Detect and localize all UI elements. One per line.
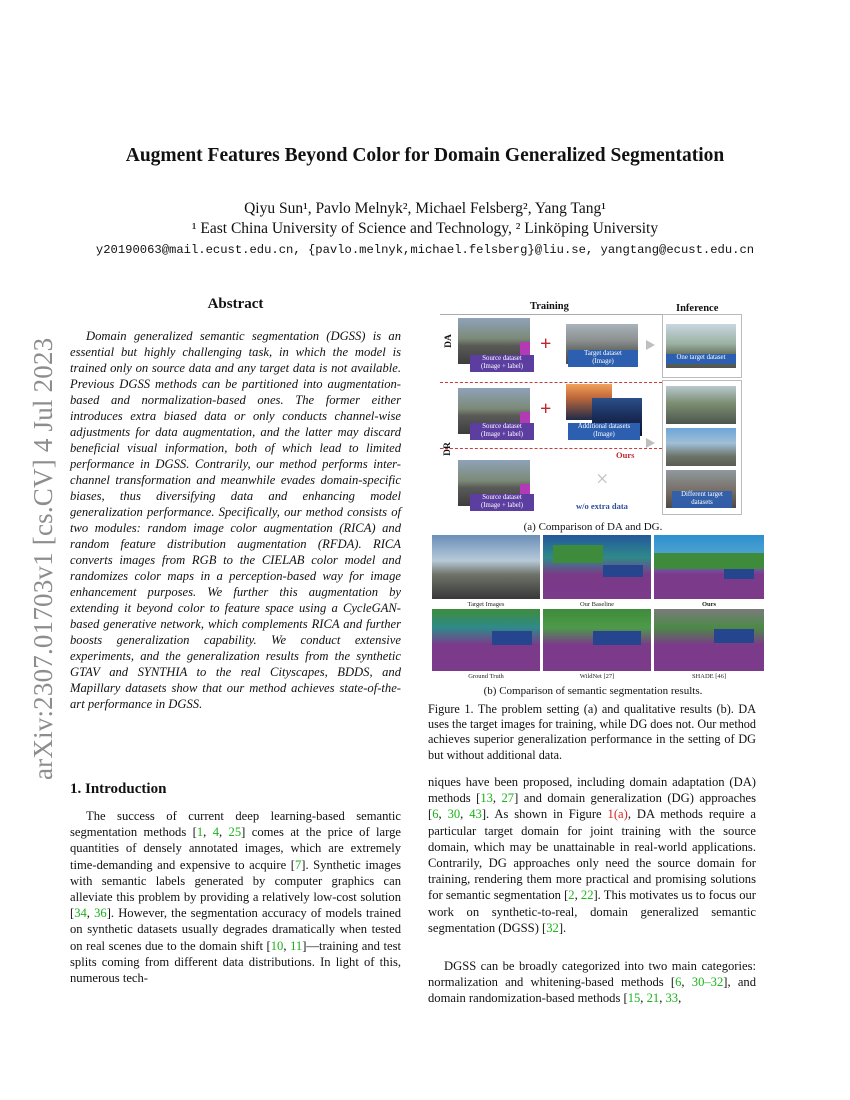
target-label-da-line2: (Image) xyxy=(592,358,614,365)
text-run: , xyxy=(203,825,213,840)
text-run: ]. Synthetic images with semantic labels generated by computer graphics can alleviate this problem by providing a relatively low-cost solution [ xyxy=(70,857,401,921)
plus-icon-dr: + xyxy=(540,398,552,420)
panel-label-wildnet: WildNet [27] xyxy=(579,673,615,680)
citation-link[interactable]: 15 xyxy=(627,991,641,1006)
different-target-label xyxy=(672,491,732,508)
citation-link[interactable]: 1 xyxy=(196,825,204,840)
source-label-da-line2: (Image + label) xyxy=(481,363,523,370)
panel-label-shade: SHADE [46] xyxy=(691,673,727,680)
source-label-dr2-line2: (Image + label) xyxy=(481,502,523,509)
text-run: , xyxy=(492,791,502,806)
baseline-panel xyxy=(543,535,651,599)
abstract-heading: Abstract xyxy=(207,296,264,312)
intro-heading: 1. Introduction xyxy=(70,781,167,797)
target-label-da xyxy=(568,350,638,367)
figure-1b xyxy=(430,533,766,703)
intro-paragraph-1 xyxy=(70,808,401,986)
text-run: , xyxy=(681,975,692,990)
text-run: ]—training and test splits coming from different data distributions. In light of this, numerous tech- xyxy=(70,938,402,986)
text-run: ] and domain generalization (DG) approaches [ xyxy=(428,791,756,822)
da-label: DA xyxy=(443,334,454,348)
citation-link[interactable]: 13 xyxy=(480,791,493,806)
text-run: DGSS can be broadly categorized into two main categories: normalization and whitening-based methods [ xyxy=(428,959,756,990)
author-emails: y20190063@mail.ecust.edu.cn, {pavlo.melnyk,michael.felsberg}@liu.se, yangtang@ecust.edu.cn xyxy=(95,243,755,257)
text-run: The success of current deep learning-based semantic segmentation methods [ xyxy=(70,809,401,840)
source-label-dr2 xyxy=(470,494,534,511)
arxiv-stamp xyxy=(22,310,62,780)
target-image-panel xyxy=(432,535,540,599)
cross-icon: × xyxy=(596,466,609,491)
ours-label: Ours xyxy=(616,450,635,460)
text-run: ]. However, the segmentation accuracy of models trained on synthetic datasets usually degrades dramatically when tested on real scenes due to the domain shift [ xyxy=(70,906,402,953)
author-list: Qiyu Sun¹, Pavlo Melnyk², Michael Felsberg², Yang Tang¹ xyxy=(244,200,606,217)
different-label-line2: datasets xyxy=(691,499,713,506)
ground-truth-panel xyxy=(432,609,540,671)
citation-link[interactable]: 32 xyxy=(710,975,724,990)
dr-ours-separator xyxy=(440,448,662,449)
citation-link[interactable]: 6 xyxy=(675,975,682,990)
citation-link[interactable]: 6 xyxy=(432,807,439,822)
arrow-icon-dr xyxy=(646,438,655,448)
text-run: , xyxy=(659,991,666,1006)
citation-link[interactable]: 22 xyxy=(580,888,594,903)
text-run: , DA methods require a particular target domain for joint training with the source domain, which may be unattainable in real-world applications. Contrarily, DG approaches only need the source domain for training, rendering them more practical and promising solutions for semantic segmentation [ xyxy=(428,807,757,903)
citation-link[interactable]: 2 xyxy=(568,888,575,903)
source-label-dr1-line2: (Image + label) xyxy=(481,431,523,438)
additional-label-line1: Additional datasets xyxy=(577,423,631,430)
citation-link[interactable]: 32 xyxy=(546,920,559,935)
citation-link[interactable]: 36 xyxy=(94,906,107,921)
text-run: ], and domain randomization-based methods [ xyxy=(428,975,757,1006)
figure-1a xyxy=(440,298,746,513)
training-rule xyxy=(440,314,664,315)
text-run: niques have been proposed, including domain adaptation (DA) methods [ xyxy=(428,775,756,806)
da-dr-separator xyxy=(440,382,662,383)
panel-label-ground-truth: Ground Truth xyxy=(468,673,504,680)
text-run: , xyxy=(218,825,229,840)
figure-1a-caption: (a) Comparison of DA and DG. xyxy=(523,521,663,533)
dr-label: DR xyxy=(442,442,453,456)
figure-ref-link[interactable]: 1(a) xyxy=(607,807,628,822)
one-target-label: One target dataset xyxy=(666,354,736,364)
source-label-dr2-line1: Source dataset xyxy=(482,494,522,501)
intro-paragraph-2 xyxy=(428,774,756,936)
citation-link[interactable]: 21 xyxy=(646,991,660,1006)
citation-link[interactable]: 34 xyxy=(74,906,87,921)
citation-link[interactable]: 27 xyxy=(501,791,515,806)
shade-panel xyxy=(654,609,764,671)
text-run: , xyxy=(460,807,470,822)
source-label-dr1 xyxy=(470,423,534,440)
figure-1b-caption: (b) Comparison of semantic segmentation results. xyxy=(483,685,703,697)
training-label: Training xyxy=(530,301,569,312)
additional-label-line2: (Image) xyxy=(593,431,615,438)
ours-panel xyxy=(654,535,764,599)
source-label-dr1-line1: Source dataset xyxy=(482,423,522,430)
arrow-icon-da xyxy=(646,340,655,350)
plus-icon: + xyxy=(540,333,552,355)
wo-extra-label: w/o extra data xyxy=(576,501,628,511)
citation-link[interactable]: 11 xyxy=(290,938,303,953)
text-run: , xyxy=(640,991,647,1006)
inference-label: Inference xyxy=(676,303,719,314)
intro-paragraph-3 xyxy=(428,958,756,1007)
text-run: ]. As shown in Figure xyxy=(481,807,608,822)
source-label-da-line1: Source dataset xyxy=(482,355,522,362)
panel-label-baseline: Our Baseline xyxy=(579,601,615,608)
citation-link[interactable]: 4 xyxy=(212,825,219,840)
citation-link[interactable]: 30 xyxy=(691,975,705,990)
text-run: , xyxy=(86,906,95,921)
arxiv-stamp-text: arXiv:2307.01703v1 [cs.CV] 4 Jul 2023 xyxy=(28,337,58,780)
affiliations: ¹ East China University of Science and Technology, ² Linköping University xyxy=(191,220,659,237)
panel-label-ours: Ours xyxy=(701,601,717,608)
text-run: , xyxy=(574,888,581,903)
text-run: ]. xyxy=(558,920,567,935)
citation-link[interactable]: 25 xyxy=(228,825,242,840)
target-label-da-line1: Target dataset xyxy=(584,350,622,357)
citation-link[interactable]: 43 xyxy=(469,807,482,822)
citation-link[interactable]: 30 xyxy=(447,807,461,822)
paper-title: Augment Features Beyond Color for Domain Generalized Segmentation xyxy=(125,145,725,166)
abstract-text: Domain generalized semantic segmentation (DGSS) is an essential but highly challenging task, in which the model is trained only on source data and any target data is not available. Previous DGSS methods can be partitioned into augmentation-based and normalization-based ones. The former either introduces extra biased data or only conducts channel-wise adjustments for data augmentation, and the latter may discard beneficial visual information, both of which lead to limited performance in DGSS. Contrarily, our method performs inter-channel transformation and meanwhile evades domain-specific biases, thus diversifying data and enhancing model generalization performance. Specifically, our method consists of two modules: random image color augmentation (RICA) and random feature distribution augmentation (RFDA). RICA converts images from RGB to the CIELAB color model and randomizes color maps in a perception-based way for image enhancement purposes. We further this augmentation by extending it beyond color to feature space using a CycleGAN-based generative network, which complements RICA and further boosts generalization capability. We conduct extensive experiments, and the generalization results from the synthetic GTAV and SYNTHIA to the real Cityscapes, BDDS, and Mapillary datasets show that our method achieves state-of-the-art performance in DGSS. xyxy=(70,329,401,711)
citation-link[interactable]: 33 xyxy=(665,991,679,1006)
figure-1-caption: Figure 1. The problem setting (a) and qualitative results (b). DA uses the target images for training, while DG does not. Our method achieves superior generalization performance in the setting of DG but without additional data. xyxy=(428,702,756,762)
wildnet-panel xyxy=(543,609,651,671)
different-label-line1: Different target xyxy=(681,491,723,498)
text-run: , xyxy=(438,807,448,822)
citation-link[interactable]: 7 xyxy=(294,857,302,872)
citation-link: – xyxy=(704,975,711,990)
text-run: ] comes at the price of large quantities of densely annotated images, which are extremely time-demanding and expensive to acquire [ xyxy=(70,825,402,872)
text-run: , xyxy=(678,991,682,1006)
panel-label-target: Target Images xyxy=(467,601,505,608)
additional-label xyxy=(568,423,640,440)
text-run: , xyxy=(283,938,291,953)
source-label-da xyxy=(470,355,534,372)
text-run: ]. This motivates us to focus our work on synthetic-to-real, domain generalized semantic segmentation (DGSS) [ xyxy=(428,888,756,935)
citation-link[interactable]: 10 xyxy=(270,938,284,953)
different-target-1 xyxy=(666,386,736,424)
different-target-2 xyxy=(666,428,736,466)
